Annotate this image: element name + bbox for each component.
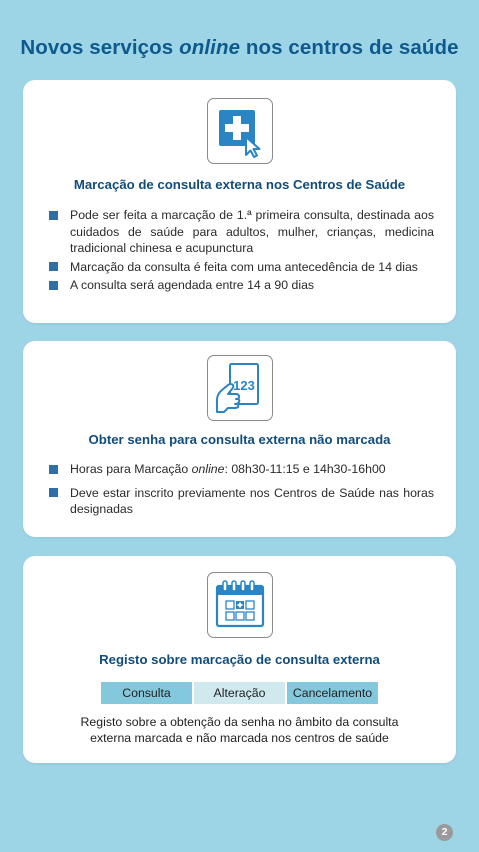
page-number-badge: 2 bbox=[436, 824, 453, 841]
card-title: Marcação de consulta externa nos Centros de Saúde bbox=[73, 177, 406, 192]
list-item: Marcação da consulta é feita com uma antecedência de 14 dias bbox=[48, 259, 434, 276]
card-title: Registo sobre marcação de consulta externa bbox=[99, 652, 380, 667]
list-item: Horas para Marcação online: 08h30-11:15 e 14h30-16h00 bbox=[48, 461, 434, 478]
ticket-number-text: 123 bbox=[232, 378, 255, 393]
bullet-list bbox=[48, 207, 434, 296]
bullet-square-icon bbox=[49, 488, 58, 497]
list-item: Pode ser feita a marcação de 1.ª primeira consulta, destinada aos cuidados de saúde para adultos, mulher, crianças, medicina tradicional chinesa e acupunctura bbox=[48, 207, 434, 257]
list-item: Deve estar inscrito previamente nos Centros de Saúde nas horas designadas bbox=[48, 485, 434, 518]
walk-in-ticket-card bbox=[23, 341, 456, 537]
bullet-square-icon bbox=[49, 465, 58, 474]
bullet-list bbox=[48, 461, 434, 520]
page-title: Novos serviços online nos centros de saúde bbox=[20, 36, 459, 59]
calendar-icon bbox=[207, 572, 273, 638]
list-item: A consulta será agendada entre 14 a 90 dias bbox=[48, 277, 434, 294]
tab-consulta[interactable]: Consulta bbox=[101, 682, 192, 704]
tab-alteracao[interactable]: Alteração bbox=[194, 682, 285, 704]
booking-records-card bbox=[23, 556, 456, 763]
medical-cross-cursor-icon bbox=[207, 98, 273, 164]
bullet-square-icon bbox=[49, 211, 58, 220]
record-description: Registo sobre a obtenção da senha no âmbito da consulta externa marcada e não marcada nos centros de saúde bbox=[80, 715, 399, 745]
bullet-square-icon bbox=[49, 262, 58, 271]
card-title: Obter senha para consulta externa não marcada bbox=[88, 432, 391, 447]
bullet-square-icon bbox=[49, 281, 58, 290]
consultation-booking-card bbox=[23, 80, 456, 323]
hand-holding-ticket-icon bbox=[207, 355, 273, 421]
record-type-tabs bbox=[101, 682, 380, 704]
tab-cancelamento[interactable]: Cancelamento bbox=[287, 682, 378, 704]
